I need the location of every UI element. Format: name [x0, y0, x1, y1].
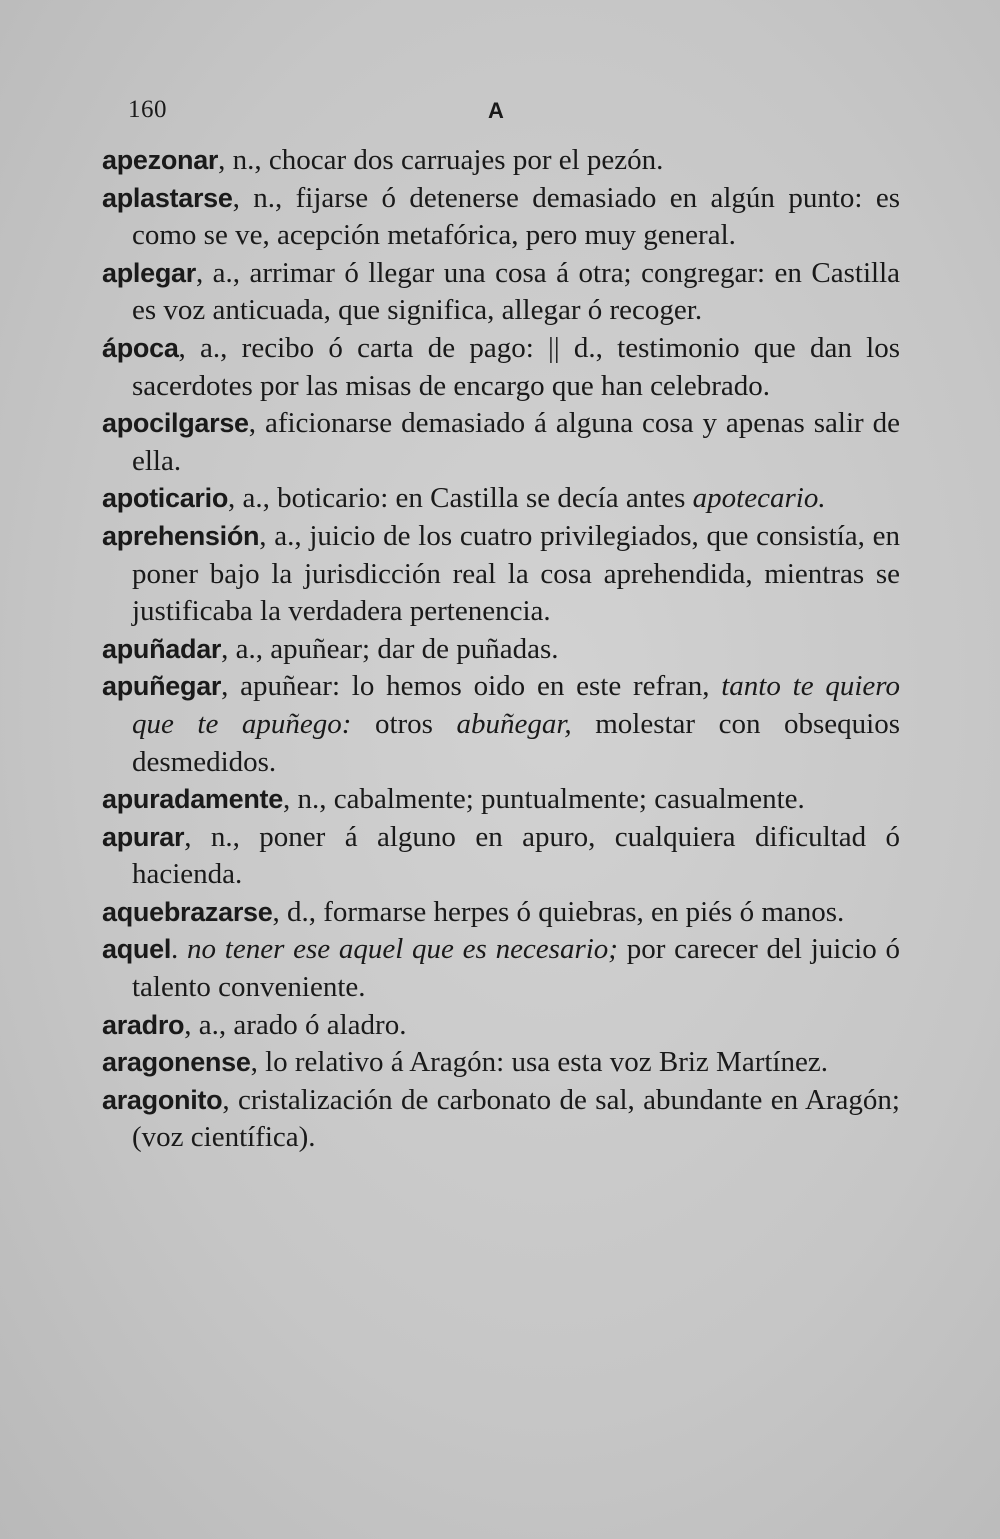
- entry-headword: aragonito: [102, 1084, 223, 1115]
- entry-headword: apuradamente: [102, 784, 283, 815]
- entry-italic-text: no tener ese aquel que es necesario;: [187, 933, 618, 966]
- dictionary-entry: [102, 1007, 900, 1045]
- dictionary-entry: [102, 1044, 900, 1082]
- entry-definition-text: , d., formarse herpes ó quiebras, en piés ó manos.: [272, 895, 845, 928]
- entry-headword: apezonar: [102, 145, 219, 175]
- entry-headword: apuñegar: [102, 671, 222, 702]
- dictionary-entry: [102, 781, 900, 819]
- entry-definition-text: .: [171, 933, 188, 966]
- dictionary-entry: [102, 480, 900, 518]
- entry-definition-text: , a., apuñear; dar de puñadas.: [221, 632, 559, 665]
- entry-definition-text: , a., arrimar ó llegar una cosa á otra; congregar: en Castilla es voz anticuada, que significa, allegar ó recoger.: [132, 256, 900, 327]
- dictionary-entry: [102, 518, 900, 631]
- dictionary-entry: [102, 405, 900, 480]
- dictionary-entry: [102, 894, 900, 932]
- dictionary-entry: [102, 180, 900, 255]
- entry-headword: apuñadar: [102, 633, 222, 664]
- entry-headword: aquebrazarse: [102, 896, 273, 927]
- section-letter: A: [488, 98, 504, 123]
- entry-italic-text: abuñegar,: [456, 707, 572, 740]
- page-header: [128, 96, 908, 136]
- entry-headword: ápoca: [102, 332, 179, 363]
- entry-headword: aprehensión: [102, 520, 260, 551]
- dictionary-entry: [102, 142, 900, 180]
- dictionary-entry: [102, 330, 900, 405]
- entry-definition-text: , cristalización de carbonato de sal, abundante en Aragón; (voz científica).: [132, 1083, 900, 1154]
- entry-headword: aradro: [102, 1009, 185, 1040]
- entry-definition-text: , a., recibo ó carta de pago: || d., testimonio que dan los sacerdotes por las misas de encargo que han celebrado.: [132, 331, 900, 402]
- entry-headword: aplegar: [102, 257, 196, 288]
- entry-definition-text: , apuñear: lo hemos oido en este refran,: [221, 670, 722, 703]
- entry-definition-text: , n., cabalmente; puntualmente; casualmente.: [282, 783, 805, 816]
- entry-definition-text: , a., juicio de los cuatro privilegiados, que consistía, en poner bajo la jurisdicción real la cosa aprehendida, mientras se justificaba la verdadera pertenencia.: [132, 519, 900, 628]
- entry-definition-text: , a., boticario: en Castilla se decía antes: [228, 482, 693, 515]
- entry-headword: apoticario: [102, 483, 229, 514]
- entry-headword: aplastarse: [102, 182, 233, 213]
- dictionary-entry: [102, 631, 900, 669]
- entry-definition-text: por carecer del juicio ó talento conveniente.: [132, 933, 900, 1004]
- entry-headword: aquel: [102, 934, 172, 965]
- page-number: 160: [128, 96, 167, 123]
- dictionary-entry: [102, 819, 900, 894]
- entry-headword: apocilgarse: [102, 408, 249, 439]
- entry-headword: aragonense: [102, 1047, 251, 1078]
- entry-definition-text: , n., poner á alguno en apuro, cualquiera dificultad ó hacienda.: [132, 820, 900, 891]
- entry-headword: apurar: [102, 821, 185, 852]
- entry-italic-text: apotecario.: [692, 482, 826, 515]
- dictionary-entries: [102, 142, 900, 1157]
- entry-definition-text: , aficionarse demasiado á alguna cosa y apenas salir de ella.: [132, 407, 900, 477]
- dictionary-entry: [102, 931, 900, 1006]
- entry-definition-text: molestar con obsequios desmedidos.: [132, 707, 900, 778]
- entry-italic-text: tanto te quiero que te apuñego:: [132, 670, 900, 740]
- entry-definition-text: , n., chocar dos carruajes por el pezón.: [218, 144, 664, 176]
- entry-definition-text: , lo relativo á Aragón: usa esta voz Briz Martínez.: [250, 1046, 828, 1079]
- dictionary-entry: [102, 255, 900, 330]
- entry-definition-text: otros: [351, 707, 457, 740]
- dictionary-entry: [102, 668, 900, 781]
- dictionary-entry: [102, 1082, 900, 1157]
- entry-definition-text: , n., fijarse ó detenerse demasiado en algún punto: es como se ve, acepción metafórica, pero muy general.: [132, 181, 900, 252]
- entry-definition-text: , a., arado ó aladro.: [184, 1008, 407, 1041]
